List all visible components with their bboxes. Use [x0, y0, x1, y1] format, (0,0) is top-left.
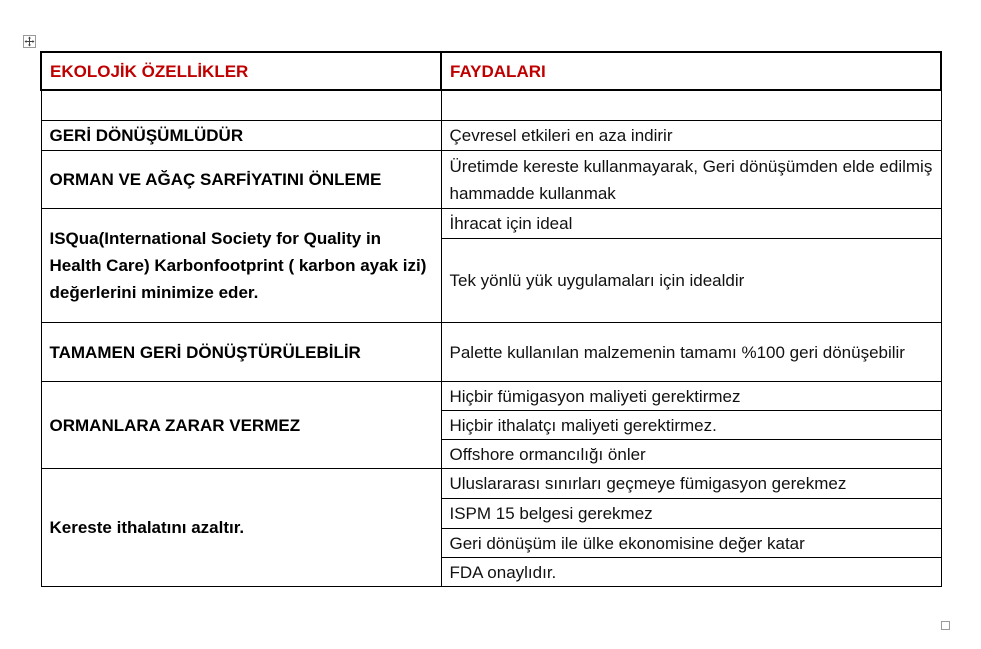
- table-row: [41, 209, 941, 239]
- table-row: [41, 151, 941, 209]
- ecological-features-table: [40, 51, 942, 587]
- feature-cell[interactable]: ORMAN VE AĞAÇ SARFİYATINI ÖNLEME: [41, 151, 441, 209]
- feature-cell[interactable]: ORMANLARA ZARAR VERMEZ: [41, 382, 441, 469]
- table-header-row: [41, 52, 941, 90]
- table-row-empty: [41, 90, 941, 121]
- benefit-cell[interactable]: Geri dönüşüm ile ülke ekonomisine değer katar: [441, 529, 941, 558]
- table-move-handle-icon[interactable]: [23, 35, 36, 48]
- header-benefits[interactable]: FAYDALARI: [441, 52, 941, 90]
- table-row: [41, 121, 941, 151]
- benefit-cell[interactable]: Hiçbir fümigasyon maliyeti gerektirmez: [441, 382, 941, 411]
- table-row: [41, 382, 941, 411]
- header-features[interactable]: EKOLOJİK ÖZELLİKLER: [41, 52, 441, 90]
- empty-cell[interactable]: [41, 90, 441, 121]
- feature-cell[interactable]: GERİ DÖNÜŞÜMLÜDÜR: [41, 121, 441, 151]
- benefit-cell[interactable]: ISPM 15 belgesi gerekmez: [441, 499, 941, 529]
- benefit-cell[interactable]: Offshore ormancılığı önler: [441, 440, 941, 469]
- benefit-cell[interactable]: Palette kullanılan malzemenin tamamı %100 geri dönüşebilir: [441, 323, 941, 382]
- feature-cell[interactable]: TAMAMEN GERİ DÖNÜŞTÜRÜLEBİLİR: [41, 323, 441, 382]
- benefit-cell[interactable]: Hiçbir ithalatçı maliyeti gerektirmez.: [441, 411, 941, 440]
- benefit-cell[interactable]: Çevresel etkileri en aza indirir: [441, 121, 941, 151]
- table-resize-handle-icon[interactable]: [941, 621, 950, 630]
- empty-cell[interactable]: [441, 90, 941, 121]
- feature-cell[interactable]: Kereste ithalatını azaltır.: [41, 469, 441, 587]
- benefit-cell[interactable]: Üretimde kereste kullanmayarak, Geri dönüşümden elde edilmiş hammadde kullanmak: [441, 151, 941, 209]
- benefit-cell[interactable]: İhracat için ideal: [441, 209, 941, 239]
- table-row: [41, 469, 941, 499]
- feature-cell[interactable]: ISQua(International Society for Quality in Health Care) Karbonfootprint ( karbon ayak izi) değerlerini minimize eder.: [41, 209, 441, 323]
- benefit-cell[interactable]: Tek yönlü yük uygulamaları için idealdir: [441, 239, 941, 323]
- benefit-cell[interactable]: Uluslararası sınırları geçmeye fümigasyon gerekmez: [441, 469, 941, 499]
- table-row: [41, 323, 941, 382]
- benefit-cell[interactable]: FDA onaylıdır.: [441, 558, 941, 587]
